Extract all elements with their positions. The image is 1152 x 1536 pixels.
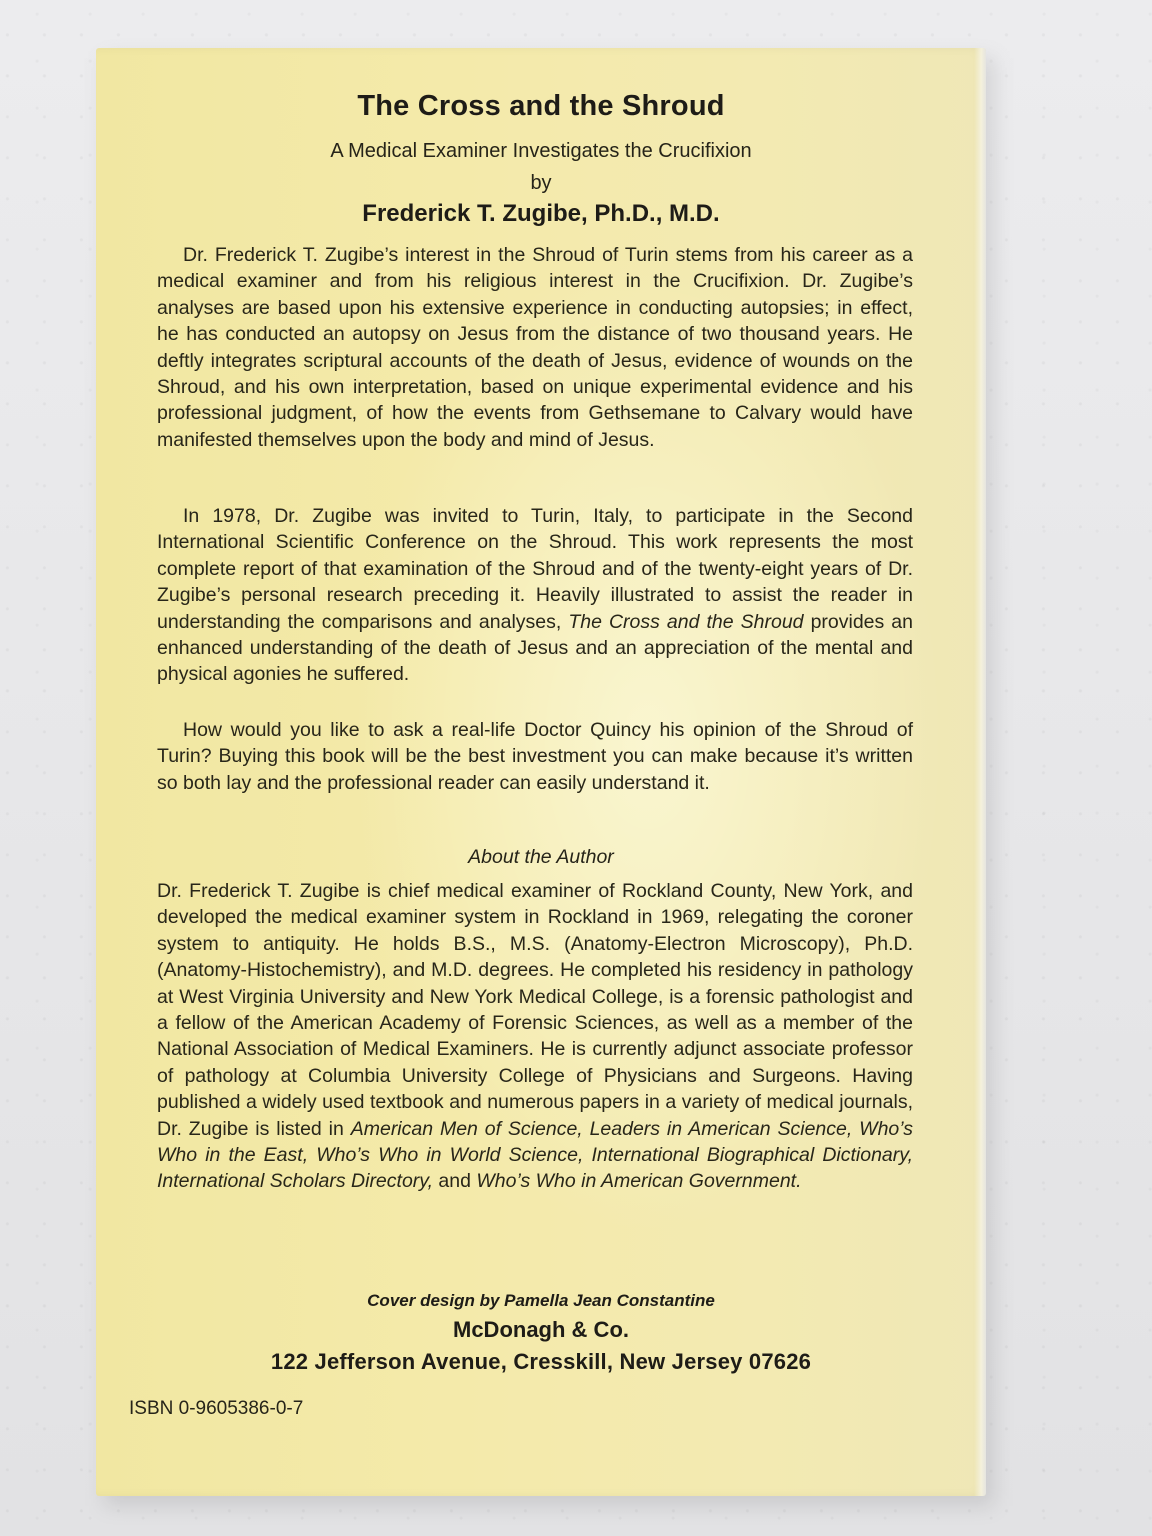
author-name: Frederick T. Zugibe, Ph.D., M.D. [362, 200, 720, 227]
isbn-number: ISBN 0-9605386-0-7 [129, 1398, 304, 1419]
cover-design-credit: Cover design by Pamella Jean Constantine [367, 1291, 715, 1310]
about-author-heading: About the Author [468, 846, 614, 868]
about-author-text [157, 878, 913, 1195]
publisher-address: 122 Jefferson Avenue, Cresskill, New Jersey 07626 [270, 1349, 812, 1374]
about-author-body [157, 878, 913, 1195]
book-subtitle: A Medical Examiner Investigates the Crucifixion [330, 140, 752, 162]
book-back-cover [96, 48, 986, 1496]
description-paragraph-1 [157, 242, 913, 453]
about-author-listings: American Men of Science, Leaders in American Science, Who’s Who in the East, Who’s Who in World Science, International Biographical Dictionary, International Scholars Directory, [157, 1117, 913, 1193]
paragraph-text: Dr. Frederick T. Zugibe’s interest in the Shroud of Turin stems from his career as a medical examiner and from his religious interest in the Crucifixion. Dr. Zugibe’s analyses are based upon his extensive experience in conducting autopsies; in effect, he has conducted an autopsy on Jesus from the distance of two thousand years. He deftly integrates scriptural accounts of the death of Jesus, evidence of wounds on the Shroud, and his own interpretation, based on unique experimental evidence and his professional judgment, of how the events from Gethsemane to Calvary would have manifested themselves upon the body and mind of Jesus. [157, 244, 913, 451]
book-title: The Cross and the Shroud [357, 90, 725, 122]
book-spine-edge [974, 48, 986, 1496]
paragraph-text-end: provides an enhanced understanding of the death of Jesus and an appreciation of the mental and physical agonies he suffered. [157, 610, 913, 686]
book-title-italic: The Cross and the Shroud [568, 610, 804, 633]
about-author-last-listing: Who’s Who in American Government. [476, 1170, 802, 1193]
paragraph-text-start: In 1978, Dr. Zugibe was invited to Turin, Italy, to participate in the Second International Scientific Conference on the Shroud. This work represents the most complete report of that examination of the Shroud and of the twenty-eight years of Dr. Zugibe’s personal research preceding it. Heavily illustrated to assist the reader in understanding the comparisons and analyses, [157, 505, 913, 633]
description-paragraph-3 [157, 717, 913, 796]
about-author-bio: Dr. Frederick T. Zugibe is chief medical examiner of Rockland County, New York, and developed the medical examiner system in Rockland in 1969, relegating the coroner system to antiquity. He holds B.S., M.S. (Anatomy-Electron Microscopy), Ph.D. (Anatomy-Histochemistry), and M.D. degrees. He completed his residency in pathology at West Virginia University and New York Medical College, is a forensic pathologist and a fellow of the American Academy of Forensic Sciences, as well as a member of the National Association of Medical Examiners. He is currently adjunct associate professor of pathology at Columbia University College of Physicians and Surgeons. Having published a widely used textbook and numerous papers in a variety of medical journals, Dr. Zugibe is listed in [157, 880, 913, 1140]
byline-word: by [530, 172, 552, 194]
paragraph-text: How would you like to ask a real-life Doctor Quincy his opinion of the Shroud of Turin? Buying this book will be the best investment you can make because it’s written so both lay and the professional reader can easily understand it. [157, 719, 913, 794]
about-author-and: and [433, 1170, 477, 1193]
description-paragraph-2 [157, 503, 913, 688]
publisher-name: McDonagh & Co. [453, 1317, 629, 1342]
paragraph-text [157, 503, 913, 688]
